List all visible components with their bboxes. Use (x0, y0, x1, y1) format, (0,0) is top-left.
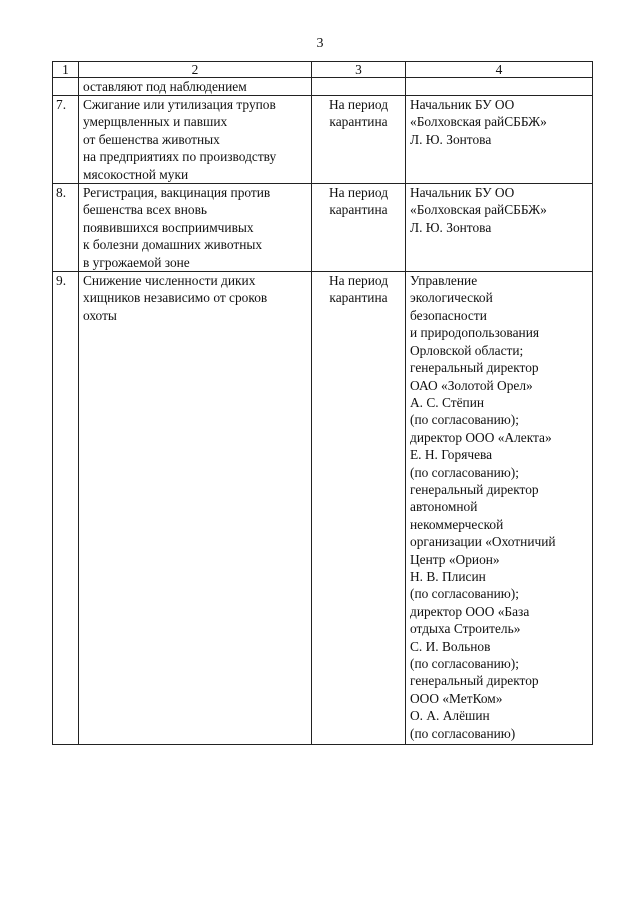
responsible-cell-line: автономной (410, 499, 478, 515)
responsible-cell-line: (по согласованию); (410, 586, 519, 602)
measure-description-line: умерщвленных и павших (83, 114, 228, 130)
table-row (53, 184, 593, 272)
page-number: 3 (316, 36, 324, 51)
responsible-cell-line: Л. Ю. Зонтова (410, 131, 492, 147)
measure-description (79, 272, 312, 745)
responsible-cell-line: Начальник БУ ОО (410, 97, 515, 112)
responsible-cell-line: отдыха Строитель» (410, 621, 521, 637)
continuation-row (53, 78, 593, 96)
responsible-cell-line: генеральный директор (410, 481, 539, 497)
table-header-row (53, 62, 593, 78)
responsible-cell-line: некоммерческой (410, 516, 504, 532)
measure-description (79, 184, 312, 272)
responsible-cell (406, 272, 593, 745)
responsible-cell-line: (по согласованию); (410, 464, 519, 480)
period-cell-line: На период (328, 273, 389, 289)
column-number-2: 2 (79, 62, 312, 78)
responsible-cell-line: ООО «МетКом» (410, 690, 503, 706)
responsible-cell-line: экологической (410, 290, 493, 306)
responsible-cell-line: Орловской области; (410, 342, 524, 358)
measure-description-line: мясокостной муки (83, 166, 189, 182)
period-cell (312, 184, 406, 272)
measure-description-line: от бешенства животных (83, 131, 220, 147)
continuation-responsible-cell (406, 78, 593, 96)
period-cell-line: карантина (329, 202, 388, 218)
responsible-cell-line: С. И. Вольнов (410, 638, 491, 654)
period-cell-line: карантина (329, 114, 388, 130)
responsible-cell-line: Е. Н. Горячева (410, 447, 493, 463)
column-number-3: 3 (312, 62, 406, 78)
responsible-cell-line: организации «Охотничий (410, 534, 556, 550)
responsible-cell-line: Н. В. Плисин (410, 568, 486, 584)
measure-description-line: к болезни домашних животных (83, 237, 263, 253)
measures-table (52, 61, 593, 745)
measure-description-line: Регистрация, вакцинация против (83, 185, 271, 201)
period-cell-line: На период (328, 185, 389, 201)
period-cell (312, 272, 406, 745)
period-cell-line: карантина (329, 290, 388, 306)
measure-description-line: на предприятиях по производству (83, 149, 277, 165)
table-row (53, 96, 593, 184)
continuation-period-cell (312, 78, 406, 96)
responsible-cell-line: «Болховская райСББЖ» (410, 202, 547, 218)
responsible-cell (406, 96, 593, 184)
responsible-cell-line: О. А. Алёшин (410, 708, 490, 724)
measure-description-line: бешенства всех вновь (83, 202, 208, 218)
column-number-1: 1 (53, 62, 79, 78)
row-number: 8. (53, 184, 79, 272)
responsible-cell-line: Л. Ю. Зонтова (410, 219, 492, 235)
column-number-4: 4 (406, 62, 593, 78)
responsible-cell-line: директор ООО «Алекта» (410, 429, 552, 445)
measure-description-line: Снижение численности диких (83, 273, 256, 289)
period-cell-line: На период (328, 97, 389, 112)
measure-description-line: охоты (83, 307, 117, 323)
continuation-text: оставляют под наблюдением (79, 78, 312, 96)
responsible-cell-line: (по согласованию); (410, 412, 519, 428)
responsible-cell-line: ОАО «Золотой Орел» (410, 377, 533, 393)
responsible-cell-line: А. С. Стёпин (410, 394, 485, 410)
row-number: 7. (53, 96, 79, 184)
table-row (53, 272, 593, 745)
measure-description-line: появившихся восприимчивых (83, 219, 254, 235)
responsible-cell-line: и природопользования (410, 325, 540, 341)
responsible-cell-line: безопасности (410, 307, 487, 323)
row-number: 9. (53, 272, 79, 745)
period-cell (312, 96, 406, 184)
responsible-cell-line: (по согласованию); (410, 656, 519, 671)
measure-description-line: Сжигание или утилизация трупов (83, 97, 276, 112)
measure-description (79, 96, 312, 184)
responsible-cell-line: Начальник БУ ОО (410, 185, 515, 201)
responsible-cell-line: (по согласованию) (410, 725, 516, 741)
measure-description-line: в угрожаемой зоне (83, 254, 190, 270)
responsible-cell-line: генеральный директор (410, 673, 539, 689)
measure-description-line: хищников независимо от сроков (83, 290, 268, 306)
responsible-cell (406, 184, 593, 272)
responsible-cell-line: Управление (410, 273, 478, 289)
responsible-cell-line: директор ООО «База (410, 603, 530, 619)
responsible-cell-line: Центр «Орион» (410, 551, 500, 567)
responsible-cell-line: «Болховская райСББЖ» (410, 114, 547, 130)
responsible-cell-line: генеральный директор (410, 360, 539, 376)
continuation-num-cell (53, 78, 79, 96)
